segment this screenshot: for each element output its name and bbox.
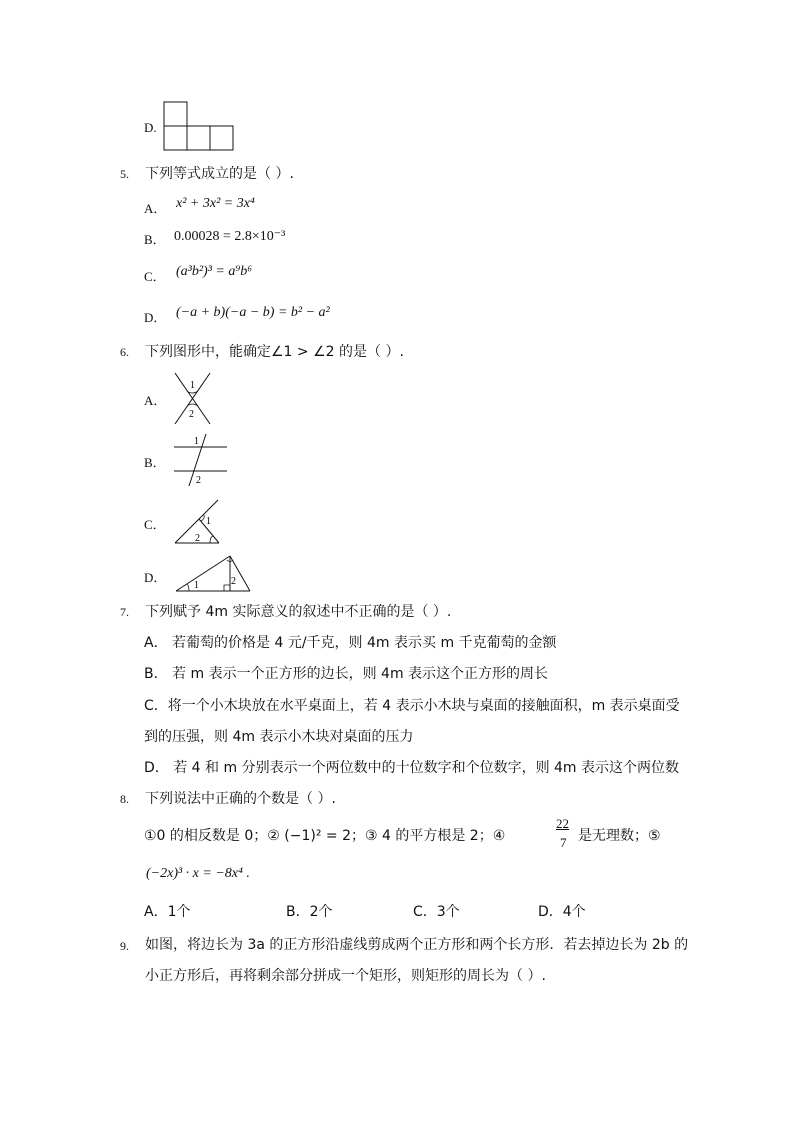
q6-b-angle1: 1 xyxy=(194,436,199,447)
q7-option-b: B． 若 m 表示一个正方形的边长，则 4m 表示这个正方形的周长 xyxy=(144,666,549,682)
q5-stem: 下列等式成立的是（ ）. xyxy=(145,166,294,182)
q5-b-expr: 0.00028 = 2.8×10⁻³ xyxy=(174,229,286,244)
q6-c-angle1: 1 xyxy=(206,516,211,527)
q9-number: 9. xyxy=(120,939,129,953)
q6-a-figure xyxy=(172,371,214,427)
q8-option-d: D．4个 xyxy=(538,904,586,920)
q7-option-c-line1: C．将一个小木块放在水平桌面上，若 4 表示小木块与桌面的接触面积，m 表示桌面受 xyxy=(144,698,680,714)
q7-option-c-line2: 到的压强，则 4m 表示小木块对桌面的压力 xyxy=(144,729,414,745)
q9-line1: 如图，将边长为 3a 的正方形沿虚线剪成两个正方形和两个长方形．若去掉边长为 2b 的 xyxy=(145,937,689,953)
q6-b-angle2: 2 xyxy=(196,475,201,486)
q7-option-d: D． 若 4 和 m 分别表示一个两位数中的十位数字和个位数字，则 4m 表示这个两位数 xyxy=(144,760,680,776)
q8-option-c: C．3个 xyxy=(413,904,460,920)
q6-a-label: A． xyxy=(144,393,167,408)
q6-c-figure xyxy=(173,499,223,545)
q6-d-angle1: 1 xyxy=(194,580,199,591)
q8-statement-line2: (−2x)³ · x = −8x⁴ . xyxy=(146,866,250,881)
q6-a-angle1: 1 xyxy=(190,380,195,391)
q5-d-expr: (−a + b)(−a − b) = b² − a² xyxy=(176,305,330,320)
q9-line2: 小正方形后，再将剩余部分拼成一个矩形，则矩形的周长为（ ）. xyxy=(145,968,546,984)
q8-stem: 下列说法中正确的个数是（ ）. xyxy=(145,791,336,807)
q5-c-label: C． xyxy=(144,269,166,284)
q8-number: 8. xyxy=(120,792,129,806)
q4-option-d-figure xyxy=(163,101,237,151)
q8-option-b: B．2个 xyxy=(286,904,333,920)
q7-stem: 下列赋予 4m 实际意义的叙述中不正确的是（ ）. xyxy=(145,604,452,620)
q5-a-label: A． xyxy=(144,201,167,216)
q5-b-label: B． xyxy=(144,232,166,247)
q6-c-angle2: 2 xyxy=(195,533,200,544)
q8-fraction-numerator: 22 xyxy=(556,816,569,831)
q6-d-label: D． xyxy=(144,570,167,585)
q6-b-figure xyxy=(173,432,229,488)
q5-a-expr: x² + 3x² = 3x⁴ xyxy=(176,196,255,211)
q6-b-label: B． xyxy=(144,455,166,470)
q8-statement-line1-tail: 是无理数；⑤ xyxy=(578,828,661,844)
q8-statement-line1: ①0 的相反数是 0；② (−1)² = 2；③ 4 的平方根是 2；④ xyxy=(144,828,506,844)
q6-a-angle2: 2 xyxy=(189,409,194,420)
q6-number: 6. xyxy=(120,345,129,359)
q6-d-angle2: 2 xyxy=(231,576,236,587)
q7-option-a: A． 若葡萄的价格是 4 元/千克，则 4m 表示买 m 千克葡萄的金额 xyxy=(144,635,557,651)
q6-d-figure xyxy=(174,554,254,594)
q5-d-label: D． xyxy=(144,310,167,325)
q6-stem: 下列图形中，能确定∠1 > ∠2 的是（ ）. xyxy=(145,344,404,360)
q8-fraction-denominator: 7 xyxy=(560,835,567,850)
q8-option-a: A．1个 xyxy=(144,904,191,920)
q5-number: 5. xyxy=(120,167,129,181)
q5-c-expr: (a³b²)³ = a⁹b⁶ xyxy=(176,264,253,279)
q6-c-label: C． xyxy=(144,517,166,532)
q7-number: 7. xyxy=(120,605,129,619)
q4-option-d-label: D. xyxy=(144,120,157,135)
